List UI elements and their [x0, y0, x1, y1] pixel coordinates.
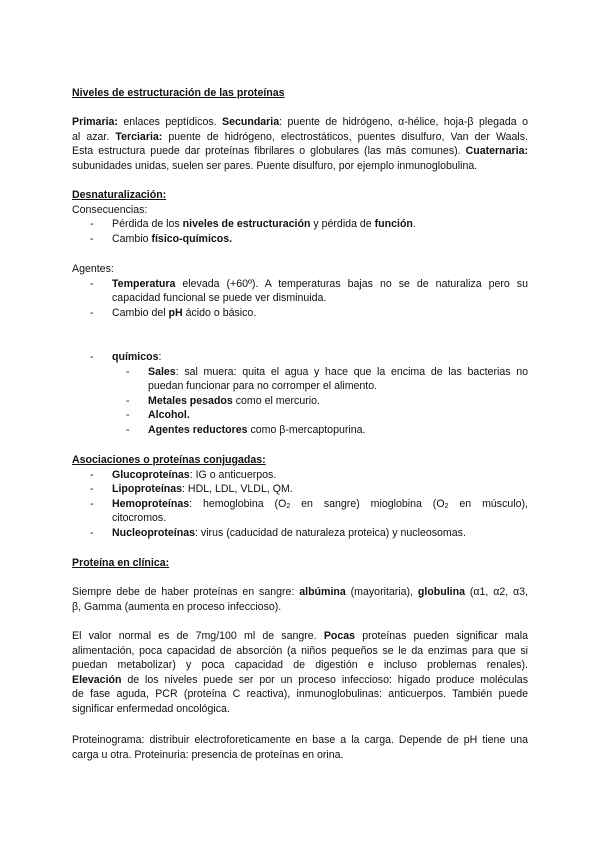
clinica-p2-line-6: significar enfermedad oncológica.	[72, 702, 230, 715]
asoc-item: - Glucoproteínas: IG o anticuerpos.	[90, 468, 277, 481]
asoc-item: - Hemoproteínas: hemoglobina ($O_2$ en sangre) mioglobina ($O_2$ en músculo),	[90, 497, 529, 510]
intro-line-4: subunidades unidas, suelen ser pares. Puente disulfuro, por ejemplo inmunoglobulina.	[72, 159, 478, 172]
intro-line-3: Esta estructura puede dar proteínas fibrilares o globulares (las más comunes). Cuaternaria:	[72, 145, 528, 158]
clinica-paragraph-1	[72, 585, 528, 614]
asoc-item-cont: citocromos.	[112, 512, 167, 525]
clinica-paragraph-3	[72, 733, 528, 762]
clinica-p1-line-1: Siempre debe de haber proteínas en sangre: albúmina (mayoritaria), globulina (α1, α2, α3,	[72, 586, 528, 598]
clinica-p2-line-1: El valor normal es de 7mg/100 ml de sangre. Pocas proteínas pueden significar mala	[72, 630, 529, 642]
consecuencia-item: - Pérdida de los niveles de estructuración y pérdida de función.	[90, 218, 416, 231]
agente-quimicos: - químicos:	[90, 351, 162, 363]
clinica-p2-line-3: puedan metabolizar) y poca capacidad de digestión e incluso problemas renales).	[72, 659, 528, 672]
clinica-paragraph-2	[72, 629, 528, 717]
quimico-sales: - Sales: sal muera: quita el agua y hace que la encima de las bacterias no	[126, 365, 528, 378]
consecuencia-item: - Cambio físico-químicos.	[90, 232, 233, 245]
clinica-p2-line-2: alimentación, poca capacidad de absorción (a niños pequeños se le da enzimas para que si	[72, 644, 528, 657]
clinica-p2-line-4: Elevación de los niveles puede ser por un proceso infeccioso: hígado produce moléculas	[72, 673, 528, 686]
agente-temperatura: - Temperatura elevada (+60º). A temperaturas bajas no se de naturaliza pero su	[90, 277, 528, 290]
section-title: Niveles de estructuración de las proteínas	[72, 87, 285, 99]
asociaciones-section	[72, 453, 528, 541]
desnat-heading: Desnaturalización:	[72, 189, 167, 201]
clinica-p3-line-1: Proteinograma: distribuir electroforeticamente en base a la carga. Depende de pH tiene una	[72, 734, 528, 746]
clinica-section	[72, 556, 528, 571]
asoc-heading: Asociaciones o proteínas conjugadas:	[72, 454, 266, 466]
agente-temperatura-cont: capacidad funcional se puede ver disminuida.	[112, 292, 327, 305]
consecuencias-label: Consecuencias:	[72, 203, 148, 216]
quimico-metales: - Metales pesados como el mercurio.	[126, 394, 320, 407]
intro-paragraph	[72, 115, 528, 173]
agentes-block	[72, 262, 528, 320]
clinica-p2-line-5: de fase aguda, PCR (proteína C reactiva), inmunoglobulinas: anticuerpos. También puede	[72, 688, 528, 701]
quimico-sales-cont: puedan funcionar para no corromper el alimento.	[148, 380, 378, 393]
title-block	[72, 86, 528, 101]
quimico-reductores: - Agentes reductores como β-mercaptopurina.	[126, 423, 366, 436]
intro-line-1: Primaria: enlaces peptídicos. Secundaria: puente de hidrógeno, α-hélice, hoja-β plegada o	[72, 116, 528, 128]
quimico-alcohol: - Alcohol.	[126, 409, 190, 422]
desnaturalizacion-section	[72, 188, 528, 246]
asoc-item: - Nucleoproteínas: virus (caducidad de naturaleza proteica) y nucleosomas.	[90, 526, 466, 539]
agente-ph: - Cambio del pH ácido o básico.	[90, 306, 257, 319]
intro-line-2: al azar. Terciaria: puente de hidrógeno, electrostáticos, puentes disulfuro, Van der Waals.	[72, 130, 529, 143]
clinica-heading: Proteína en clínica:	[72, 557, 170, 569]
agentes-label: Agentes:	[72, 263, 114, 275]
quimicos-block	[72, 350, 528, 438]
clinica-p3-line-2: carga u otra. Proteinuria: presencia de proteínas en orina.	[72, 748, 344, 761]
asoc-item: - Lipoproteínas: HDL, LDL, VLDL, QM.	[90, 483, 293, 496]
clinica-p1-line-2: β, Gamma (aumenta en proceso infeccioso).	[72, 600, 282, 613]
